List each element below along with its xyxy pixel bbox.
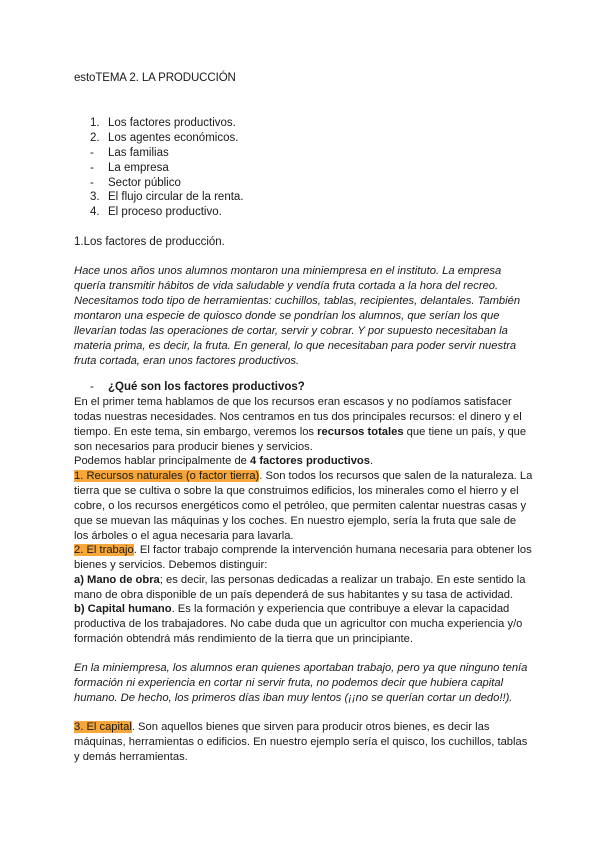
body-line: cobre, o los recursos energéticos como el petróleo, que permiten calentar nuestras casas y (74, 500, 527, 512)
intro-line: materia prima, es decir, la fruta. En general, lo que necesitaban para poder servir nuestra (74, 340, 517, 352)
body-line: 1. Recursos naturales (o factor tierra). Son todos los recursos que salen de la naturaleza. La (74, 470, 533, 482)
body-line: productiva de los trabajadores. No cabe duda que un agricultor con mucha experiencia y/o (74, 618, 523, 630)
intro-line: llevarían todas las operaciones de cortar, servir y cobrar. Y por supuesto necesitaban la (74, 325, 508, 337)
body-line: todas nuestras necesidades. Nos centramos en tus dos principales recursos: el dinero y el (74, 411, 522, 423)
body-line: son necesarios para producir bienes y servicios. (74, 441, 313, 453)
page-title: estoTEMA 2. LA PRODUCCIÓN (74, 72, 236, 84)
body-line: En el primer tema hablamos de que los recursos eran escasos y no podíamos satisfacer (74, 396, 512, 408)
intro-line: Hace unos años unos alumnos montaron una miniempresa en el instituto. La empresa (74, 265, 502, 277)
highlight-trabajo: 2. El trabajo (74, 544, 134, 556)
example-line: formación ni experiencia en cortar ni servir fruta, no podemos decir que hubiera capital (74, 677, 504, 689)
intro-line: montaron una especie de quiosco donde se pondrían los alumnos, que serían los que (74, 310, 500, 322)
outline-item: 3. El flujo circular de la renta. (90, 191, 244, 203)
section-heading: 1.Los factores de producción. (74, 236, 225, 248)
body-line: formación obtendrá más rendimiento de la tierra que un principiante. (74, 633, 413, 645)
body-line: Podemos hablar principalmente de 4 factores productivos. (74, 455, 374, 467)
example-line: En la miniempresa, los alumnos eran quienes aportaban trabajo, pero ya que ninguno tenía (74, 662, 528, 674)
body-line: mano de obra disponible de un país dependerá de sus habitantes y su tasa de actividad. (74, 589, 514, 601)
intro-line: quería transmitir hábitos de vida saludable y vendía fruta cortada a la hora del recreo. (74, 280, 499, 292)
body-line: los árboles o el agua necesaria para lavarla. (74, 530, 294, 542)
outline-item: 1. Los factores productivos. (90, 117, 236, 129)
outline-item: 4. El proceso productivo. (90, 206, 222, 218)
outline-item: - Sector público (90, 177, 181, 189)
body-line: tierra que se cultiva o sobre la que construimos edificios, los minerales como el hierro y el (74, 485, 519, 497)
body-line: bienes y servicios. Debemos distinguir: (74, 559, 268, 571)
body-line: a) Mano de obra; es decir, las personas dedicadas a realizar un trabajo. En este sentido la (74, 574, 526, 586)
outline-item: - La empresa (90, 162, 169, 174)
body-line: 2. El trabajo. El factor trabajo comprende la intervención humana necesaria para obtener los (74, 544, 532, 556)
body-line: b) Capital humano. Es la formación y experiencia que contribuye a elevar la capacidad (74, 603, 510, 615)
outline-item: 2. Los agentes económicos. (90, 132, 239, 144)
intro-line: Necesitamos todo tipo de herramientas: cuchillos, tablas, recipientes, delantales. También (74, 295, 521, 307)
example-line: humano. De hecho, los primeros días iban muy lentos (¡¡no se querían cortar un dedo!!). (74, 692, 513, 704)
highlight-capital: 3. El capital (74, 721, 132, 733)
outline-item: - Las familias (90, 147, 169, 159)
body-line: tiempo. En este tema, sin embargo, veremos los recursos totales que tiene un país, y que (74, 426, 527, 438)
question-heading: - ¿Qué son los factores productivos? (90, 381, 305, 393)
body-line: y demás herramientas. (74, 751, 188, 763)
body-line: que se muevan las máquinas y los coches. En nuestro ejemplo, sería la fruta que sale de (74, 515, 517, 527)
intro-line: fruta cortada, eran unos factores productivos. (74, 355, 300, 367)
body-line: 3. El capital. Son aquellos bienes que sirven para producir otros bienes, es decir las (74, 721, 490, 733)
highlight-recursos-naturales: 1. Recursos naturales (o factor tierra) (74, 470, 260, 482)
body-line: máquinas, herramientas o edificios. En nuestro ejemplo sería el quisco, los cuchillos, tablas (74, 736, 528, 748)
